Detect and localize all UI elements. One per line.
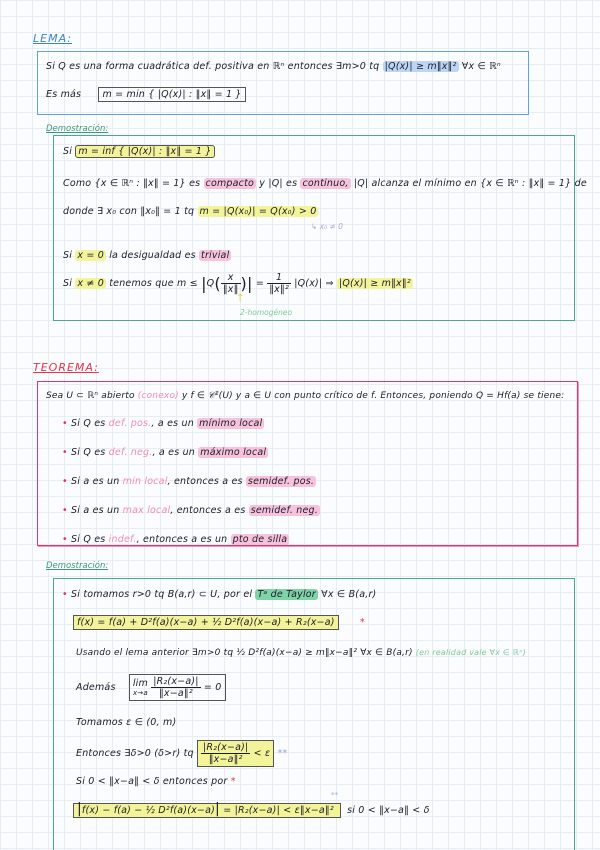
teorema-intro-a: Sea U ⊂ ℝⁿ abierto [46,391,135,401]
demo1-frac-x-den: ‖x‖ [222,284,239,295]
bullet-icon: • [62,534,68,545]
demo1-trivial: trivial [201,250,230,261]
demo1-x-zero: x = 0 [77,250,104,261]
teorema-item-text: Si a es un [71,505,120,516]
bullet-icon: • [62,589,68,600]
paren-right: ) [240,274,247,293]
demo2-usando: Usando el lema anterior ∃m>0 tq ½ D²f(a)(x−a) ≥ m‖x−a‖² ∀x ∈ B(a,r) [76,648,413,658]
teorema-item-mid: , entonces a es [167,476,243,487]
teorema-intro [46,391,564,401]
teorema-item [62,505,320,516]
demo2-delta-num: |R₂(x−a)| [202,742,249,753]
demo1-line2 [63,178,587,189]
bullet-icon: • [62,418,68,429]
demo2-tomamos: Si tomamos r>0 tq B(a,r) ⊂ U, por el [71,589,253,600]
star-icon: ** [277,748,288,759]
demo2-line1 [62,589,376,600]
demo2-final-box [73,803,341,818]
demo2-final-right: = |R₂(x−a)| < ε‖x−a‖² [223,805,334,816]
demo2-title: Demostración: [46,561,109,571]
lema-tail: ∀x ∈ ℝⁿ [461,61,501,72]
teorema-conexo: (conexo) [137,391,179,401]
demo2-si-entonces: Si 0 < ‖x−a‖ < δ entonces por [76,776,228,787]
demo1-compacto: compacto [205,178,255,189]
teorema-item-cond: max local [122,505,171,516]
teorema-item-mid: , entonces a es un [136,534,228,545]
abs-bar-left: | [77,801,82,817]
demo2-limit-den: ‖x−a‖² [158,688,193,699]
demo1-frac-x-num: x [221,272,241,284]
abs-bar-right: | [215,801,220,817]
demo1-qx: |Q(x)| ⇒ [294,278,334,289]
demo2-final-cond: si 0 < ‖x−a‖ < δ [347,805,430,816]
demo2-delta-frac [201,742,250,765]
demo2-limit-eq: = 0 [203,682,222,693]
teorema-item-result: máximo local [200,447,267,458]
teorema-item-text: Si Q es [71,534,106,545]
teorema-intro-b: y f ∈ 𝒞²(U) y a ∈ U con punto crítico de f. Entonces, poniendo Q = Hf(a) se tiene: [181,391,565,401]
teorema-item-text: Si Q es [71,447,106,458]
lema-statement [46,61,501,72]
star-icon: ** [331,791,338,799]
teorema-item-cond: def. neg. [108,447,153,458]
teorema-item-text: Si a es un [71,476,120,487]
demo2-line5 [76,717,176,728]
demo2-taylor: Tᵃ de Taylor [257,589,316,600]
teorema-item-result: semidef. neg. [250,505,318,516]
demo2-ademas: Además [76,682,116,693]
demo1-donde: donde ∃ x₀ con ‖x₀‖ = 1 tq [63,206,195,217]
abs-bar-right: | [247,274,253,293]
teorema-item-result: pto de silla [232,534,288,545]
demo2-line4 [76,674,226,701]
teorema-item [62,534,289,545]
demo1-frac-norm-num: 1 [267,272,291,284]
teorema-item [62,447,268,458]
teorema-item-text: Si Q es [71,418,106,429]
demo1-x-nonzero: x ≠ 0 [77,278,104,289]
bullet-icon: • [62,505,68,516]
teorema-item-mid: , entonces a es [170,505,246,516]
abs-bar-left: | [201,274,207,293]
lema-title: LEMA: [33,32,73,45]
teorema-title: TEOREMA: [33,361,99,374]
demo1-line1 [63,146,215,157]
lema-es-mas-row [46,89,246,100]
teorema-box [37,381,578,546]
demo1-como: Como {x ∈ ℝⁿ : ‖x‖ = 1} es [63,178,201,189]
teorema-item-cond: def. pos. [108,418,152,429]
demo1-title: Demostración: [46,124,109,134]
demo1-q: Q [206,278,215,289]
demo2-lim [133,678,148,697]
demo2-realidad-note: (en realidad vale ∀x ∈ ℝⁿ) [415,648,527,657]
teorema-item-result: semidef. pos. [247,476,315,487]
demo2-taylor-row [73,617,365,628]
demo1-mid: y |Q| es [259,178,298,189]
demo1-eq: = [255,278,264,289]
lema-statement-text: Si Q es una forma cuadrática def. positiva en ℝⁿ entonces ∃m>0 tq [46,61,380,72]
star-icon: * [230,776,236,787]
demo2-line7 [76,776,236,787]
demo2-delta-den: ‖x−a‖² [208,754,243,765]
demo1-frac-norm-den: ‖x‖² [269,284,289,295]
demo2-lim-sub: x→a [132,689,148,697]
demo2-final-left: f(x) − f(a) − ½ D²f(a)(x−a) [81,805,216,816]
teorema-item-cond: indef. [108,534,137,545]
demo1-m-value: m = |Q(x₀)| = Q(x₀) > 0 [199,206,317,217]
arrow-up-icon: ↑ [236,293,245,304]
demo1-frac-x [221,272,241,295]
lema-m-definition: m = min { |Q(x)| : ‖x‖ = 1 } [98,87,245,102]
demo1-line5 [63,272,413,295]
lema-es-mas: Es más [46,89,82,100]
demo2-epsilon: Tomamos ε ∈ (0, m) [76,717,177,728]
demo2-line6 [76,740,288,767]
demo1-m-inf: m = inf { |Q(x)| : ‖x‖ = 1 } [75,145,214,158]
demo1-line4 [63,250,231,261]
demo2-lim-word: lim [132,678,148,689]
demo1-si-2: Si [63,250,73,261]
demo1-x0-note: ↳ x₀ ≠ 0 [311,222,343,231]
demo2-line3 [76,648,526,658]
bullet-icon: • [62,447,68,458]
lema-highlight: |Q(x)| ≥ m‖x‖² [384,61,457,72]
teorema-item-mid: , a es un [151,418,194,429]
demo1-alcanza: |Q| alcanza el mínimo en {x ∈ ℝⁿ : ‖x‖ = 1} de [353,178,587,189]
teorema-item [62,476,316,487]
teorema-item-mid: , a es un [152,447,196,458]
demo2-forall: ∀x ∈ B(a,r) [321,589,377,600]
demo1-line3 [63,206,318,217]
demo1-desigualdad: la desigualdad es [109,250,196,261]
demo2-limit-box [129,674,226,701]
demo1-result: |Q(x)| ≥ m‖x‖² [338,278,411,289]
demo2-delta-box [197,740,274,767]
demo1-frac-norm [267,272,291,295]
teorema-item-cond: min local [122,476,168,487]
bullet-icon: • [62,476,68,487]
star-icon: * [359,617,365,628]
demo2-entonces: Entonces ∃δ>0 (δ>r) tq [76,748,194,759]
demo2-limit-frac [151,676,200,699]
demo1-tenemos: tenemos que m ≤ [109,278,198,289]
demo2-limit-num: |R₂(x−a)| [153,676,199,687]
demo2-delta-lt: < ε [253,748,271,759]
demo2-line8 [73,801,430,817]
demo2-taylor-formula: f(x) = f(a) + D²f(a)(x−a) + ½ D²f(a)(x−a) + R₂(x−a) [73,615,339,630]
teorema-item-result: mínimo local [199,418,263,429]
demo1-continuo: continuo, [302,178,349,189]
demo1-si-3: Si [63,278,73,289]
demo1-si: Si [63,146,73,157]
paren-left: ( [214,274,221,293]
demo1-homogeneo-note: 2-homogéneo [240,308,293,317]
teorema-item [62,418,264,429]
